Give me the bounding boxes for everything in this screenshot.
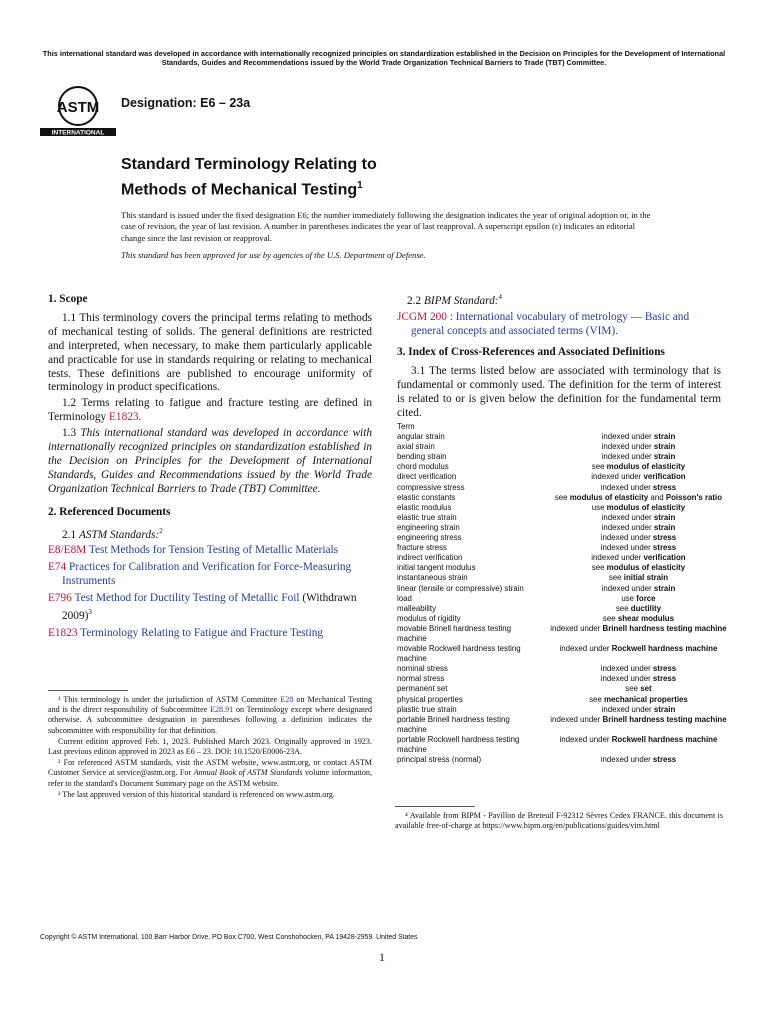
para-3-1: 3.1 The terms listed below are associated with terminology that is fundamental or commonly used. The definition for the term of interest is related to or is given below the definition for the fundamental term cited. — [397, 365, 721, 420]
para-2-2-text: BIPM Standard: — [423, 294, 499, 307]
document-title — [121, 154, 641, 200]
term-reference-prefix: indexed under — [600, 755, 653, 765]
term-name: chord modulus — [397, 462, 449, 472]
footnote-divider — [395, 806, 475, 807]
term-name: initial tangent modulus — [397, 563, 476, 573]
term-name: compressive stress — [397, 482, 465, 492]
term-row — [397, 452, 737, 462]
reference-list — [48, 544, 372, 640]
term-reference-target: shear modulus — [617, 613, 674, 623]
term-row — [397, 472, 737, 482]
term-column-header: Term — [397, 422, 415, 431]
term-reference-target: force — [636, 593, 656, 603]
footnote-1-text: ¹ This terminology is under the jurisdiction of ASTM Committee — [58, 695, 281, 704]
term-reference-prefix: indexed under — [600, 533, 653, 543]
term-row — [397, 735, 737, 755]
term-name: fracture stress — [397, 543, 447, 553]
term-name: engineering strain — [397, 522, 460, 532]
reference-item — [48, 592, 372, 624]
term-reference-prefix: see — [591, 563, 607, 573]
section-1-heading: 1. Scope — [48, 293, 88, 305]
term-reference — [540, 684, 737, 694]
term-name: bending strain — [397, 452, 447, 462]
term-reference-prefix: see — [591, 462, 607, 472]
link-e28[interactable]: E28 — [280, 695, 294, 704]
para-1-2-text: 1.2 Terms relating to fatigue and fracture testing are defined in Terminology — [48, 397, 372, 424]
reference-item — [48, 561, 372, 589]
astm-logo — [40, 84, 116, 136]
term-reference-prefix: indexed under — [601, 583, 654, 593]
title-line-1: Standard Terminology Relating to — [121, 156, 377, 173]
term-reference — [540, 432, 737, 442]
ref-code-link[interactable]: E796 — [48, 591, 72, 604]
term-reference-target: stress — [652, 755, 677, 765]
term-reference-target-2: Poisson's ratio — [665, 492, 723, 502]
term-reference-target: stress — [652, 674, 677, 684]
term-reference-target: strain — [653, 704, 676, 714]
defense-note: This standard has been approved for use by agencies of the U.S. Department of Defense. — [121, 250, 426, 260]
term-reference — [540, 573, 737, 583]
ref-title-link[interactable]: Test Method for Ductility Testing of Metallic Foil — [74, 591, 300, 604]
term-reference — [540, 533, 737, 543]
term-reference-prefix: indexed under — [600, 482, 653, 492]
term-reference — [540, 503, 737, 513]
term-reference-prefix: indexed under — [601, 432, 654, 442]
term-name: elastic modulus — [397, 502, 452, 512]
term-reference-connector: and — [648, 492, 666, 502]
term-reference-target: verification — [643, 472, 686, 482]
term-name: instantaneous strain — [397, 573, 468, 583]
term-reference — [540, 695, 737, 705]
ref-code-link[interactable]: E8/E8M — [48, 544, 87, 557]
term-reference-target: stress — [652, 543, 677, 553]
term-reference-target: modulus of elasticity — [606, 502, 686, 512]
term-reference — [540, 674, 737, 684]
term-reference — [540, 594, 737, 604]
term-reference — [540, 563, 737, 573]
term-reference-target: strain — [653, 583, 676, 593]
term-reference-prefix: see — [608, 573, 624, 583]
term-name: physical properties — [397, 694, 463, 704]
term-row — [397, 483, 737, 493]
term-reference-prefix: see — [615, 603, 631, 613]
logo-text: ASTM — [56, 99, 100, 116]
term-reference-prefix: indexed under — [559, 734, 612, 744]
term-reference-target: strain — [653, 442, 676, 452]
term-name: nominal stress — [397, 664, 448, 674]
term-reference — [540, 705, 737, 715]
term-row — [397, 674, 737, 684]
term-row — [397, 513, 737, 523]
para-1-2-end: . — [138, 411, 142, 424]
term-name: axial strain — [397, 442, 435, 452]
term-name: elastic constants — [397, 492, 456, 502]
para-2-2-sup: 4 — [498, 293, 503, 301]
term-reference-target: Rockwell hardness machine — [611, 644, 718, 654]
term-reference-prefix: indexed under — [601, 704, 654, 714]
term-row — [397, 755, 737, 765]
term-reference-prefix: see — [625, 684, 641, 694]
term-row — [397, 523, 737, 533]
term-reference-prefix: indexed under — [550, 623, 603, 633]
term-reference-target: modulus of elasticity — [569, 492, 649, 502]
term-reference-target: Brinell hardness testing machine — [602, 623, 727, 633]
footnote-1-end: on Terminology except where designated otherwise. A subcommittee designation in parentheses following a definition indicates the subcommittee with responsibility for that definition. — [48, 705, 373, 735]
term-reference — [540, 604, 737, 614]
term-row — [397, 594, 737, 604]
reference-item — [48, 544, 372, 558]
term-name: movable Rockwell hardness testing machine — [397, 644, 521, 664]
term-row — [397, 624, 737, 644]
ref-sup: 3 — [88, 607, 92, 616]
term-reference-prefix: indexed under — [601, 452, 654, 462]
term-name: angular strain — [397, 432, 445, 442]
term-row — [397, 563, 737, 573]
term-reference — [540, 755, 737, 765]
term-row — [397, 462, 737, 472]
term-name: normal stress — [397, 674, 445, 684]
para-1-1: 1.1 This terminology covers the principal terms relating to methods of mechanical testing of solids. The general definitions are restricted and interpreted, when necessary, to make them particularly applicable and practicable for use in standards requiring or relating to mechanical tests. These definitions are published to encourage uniformity of terminology in product specifications. — [48, 311, 372, 394]
term-name: indirect verification — [397, 553, 463, 563]
term-reference — [540, 624, 737, 644]
term-reference-target: modulus of elasticity — [606, 462, 686, 472]
term-name: modulus of rigidity — [397, 613, 461, 623]
term-reference — [540, 644, 737, 664]
term-reference-prefix: indexed under — [601, 512, 654, 522]
term-reference-target: Rockwell hardness machine — [611, 734, 718, 744]
term-row — [397, 644, 737, 664]
term-reference-prefix: indexed under — [601, 442, 654, 452]
ref-title-link[interactable]: Terminology Relating to Fatigue and Fracture Testing — [80, 626, 324, 639]
title-footnote-mark: 1 — [357, 180, 363, 191]
term-reference-prefix: indexed under — [591, 472, 644, 482]
footnote-1 — [48, 695, 372, 736]
term-row — [397, 503, 737, 513]
term-name: linear (tensile or compressive) strain — [397, 583, 524, 593]
term-name: direct verification — [397, 472, 457, 482]
term-reference — [540, 483, 737, 493]
jcgm-title-link[interactable]: : International vocabulary of metrology — Basic and general concepts and associated terms (VIM). — [411, 310, 690, 337]
term-reference-target: strain — [653, 432, 676, 442]
term-reference-prefix: indexed under — [600, 664, 653, 674]
term-reference-prefix: use — [591, 502, 607, 512]
footnote-1b: Current edition approved Feb. 1, 2023. Published March 2023. Originally approved in 1923. Last previous edition approved in 2023 as E6 – 23. DOI: 10.1520/E0006-23A. — [48, 736, 372, 757]
issuance-note: This standard is issued under the fixed designation E6; the number immediately following the designation indicates the year of original adoption or, in the case of revision, the year of last revision. A number in parentheses indicates the year of last reapproval. A superscript epsilon (ε) indicates an editorial change since the last revision or reapproval. — [121, 210, 651, 243]
term-row — [397, 705, 737, 715]
jcgm-reference — [397, 311, 721, 339]
right-column — [397, 291, 721, 423]
footnote-1-mid: on Mechanical Testing and is the direct responsibility of Subcommittee — [48, 695, 372, 715]
footnotes-left — [48, 690, 372, 801]
para-2-1-sup: 2 — [159, 526, 163, 535]
page-number: 1 — [379, 950, 385, 964]
term-reference-prefix: use — [621, 593, 637, 603]
term-row — [397, 442, 737, 452]
link-jcgm200[interactable]: JCGM 200 — [397, 310, 447, 323]
para-1-3-num: 1.3 — [62, 427, 81, 440]
term-reference-prefix: indexed under — [550, 714, 603, 724]
term-reference-prefix: indexed under — [601, 522, 654, 532]
term-reference — [540, 584, 737, 594]
term-row — [397, 533, 737, 543]
term-row — [397, 684, 737, 694]
para-2-1 — [48, 525, 372, 543]
term-reference-target: strain — [653, 522, 676, 532]
term-name: principal stress (normal) — [397, 755, 482, 765]
term-reference-target: modulus of elasticity — [606, 563, 686, 573]
term-reference-target: mechanical properties — [604, 694, 688, 704]
term-reference — [540, 472, 737, 482]
term-reference-prefix: indexed under — [559, 644, 612, 654]
term-name: plastic true strain — [397, 704, 457, 714]
section-3-heading: 3. Index of Cross-References and Associated Definitions — [397, 346, 665, 359]
term-name: malleability — [397, 603, 437, 613]
para-2-1-text: ASTM Standards: — [78, 528, 160, 541]
term-reference — [540, 442, 737, 452]
para-1-3 — [48, 427, 372, 497]
footnote-4: ⁴ Available from BIPM - Pavillon de Breteuil F-92312 Sèvres Cedex FRANCE. this document is available free-of-charge at https://www.bipm.org/en/publications/guides/vim.html — [395, 811, 723, 831]
designation: Designation: E6 – 23a — [121, 96, 251, 110]
term-reference-target: Brinell hardness testing machine — [602, 714, 727, 724]
term-reference-target: verification — [643, 553, 686, 563]
term-reference-target: ductility — [630, 603, 662, 613]
term-row — [397, 695, 737, 705]
ref-extra: (Withdrawn 2009) — [62, 591, 357, 622]
term-reference — [540, 523, 737, 533]
term-row — [397, 493, 737, 503]
term-name: portable Brinell hardness testing machine — [397, 714, 510, 734]
footnote-divider — [48, 690, 128, 691]
wto-notice: This international standard was developed in accordance with internationally recognized principles on standardization established in the Decision on Principles for the Development of International Standards, Guides and Recommendations issued by the World Trade Organization Technical Barriers to Trade (TBT) Committee. — [42, 49, 726, 67]
ref-code-link[interactable]: E74 — [48, 561, 67, 574]
term-reference-prefix: indexed under — [600, 543, 653, 553]
section-2-heading: 2. Referenced Documents — [48, 505, 171, 518]
link-e1823[interactable]: E1823 — [109, 411, 139, 424]
left-column — [48, 293, 372, 643]
term-reference — [540, 553, 737, 563]
term-row — [397, 573, 737, 583]
ref-title-link[interactable]: Practices for Calibration and Verification for Force-Measuring Instruments — [62, 561, 352, 588]
term-row — [397, 604, 737, 614]
terms-table — [397, 432, 737, 765]
term-name: movable Brinell hardness testing machine — [397, 623, 512, 643]
term-reference-prefix: see — [589, 694, 605, 704]
para-2-2 — [397, 291, 721, 309]
term-name: elastic true strain — [397, 512, 457, 522]
term-reference — [540, 493, 737, 503]
term-row — [397, 553, 737, 563]
term-row — [397, 664, 737, 674]
footnote-3: ³ The last approved version of this historical standard is referenced on www.astm.org. — [58, 789, 335, 799]
term-name: permanent set — [397, 684, 448, 694]
term-reference — [540, 513, 737, 523]
term-reference-target: stress — [652, 664, 677, 674]
footnote-2 — [48, 758, 372, 789]
footnotes-right — [395, 806, 723, 832]
copyright: Copyright © ASTM International, 100 Barr Harbor Drive, PO Box C700, West Conshohocken, PA 19428-2959. United States — [40, 934, 418, 941]
para-1-3-text: This international standard was developed in accordance with internationally recognized principles on standardization established in the Decision on Principles for the Development of International Standards, Guides and Recommendations issued by the World Trade Organization Technical Barriers to Trade (TBT) Committee. — [48, 427, 372, 495]
footnote-2-text: ² For referenced ASTM standards, visit the ASTM website, www.astm.org, or contact ASTM Customer Service at service@astm.org. For — [48, 758, 372, 778]
term-reference — [540, 614, 737, 624]
term-reference-prefix: indexed under — [600, 674, 653, 684]
term-reference — [540, 715, 737, 735]
term-row — [397, 614, 737, 624]
reference-item — [48, 627, 372, 641]
term-reference — [540, 543, 737, 553]
para-1-2 — [48, 397, 372, 425]
logo-subtext: INTERNATIONAL — [51, 129, 105, 136]
term-reference-target: strain — [653, 452, 676, 462]
term-reference-prefix: see — [602, 613, 618, 623]
title-line-2: Methods of Mechanical Testing — [121, 181, 358, 199]
ref-code-link[interactable]: E1823 — [48, 626, 78, 639]
para-2-1-num: 2.1 — [62, 528, 79, 541]
footnote-2-end: volume information, refer to the standard's Document Summary page on the ASTM website. — [48, 768, 372, 788]
term-row — [397, 584, 737, 594]
term-reference — [540, 664, 737, 674]
para-2-2-num: 2.2 — [407, 294, 424, 307]
term-name: engineering stress — [397, 533, 462, 543]
ref-title-link[interactable]: Test Methods for Tension Testing of Metallic Materials — [88, 544, 339, 557]
term-reference-target: set — [640, 684, 652, 694]
term-reference-target: initial strain — [623, 573, 669, 583]
term-reference-target: stress — [652, 533, 677, 543]
term-reference — [540, 452, 737, 462]
term-reference-target: strain — [653, 512, 676, 522]
term-reference-prefix: see — [554, 492, 570, 502]
term-row — [397, 543, 737, 553]
term-reference-prefix: indexed under — [591, 553, 644, 563]
term-reference-target: stress — [652, 482, 677, 492]
link-e28-91[interactable]: E28.91 — [210, 705, 234, 715]
terms-table-container — [397, 422, 737, 765]
term-name: load — [397, 593, 412, 603]
term-reference — [540, 735, 737, 755]
term-reference — [540, 462, 737, 472]
footnote-2-italic: Annual Book of ASTM Standards — [193, 768, 303, 778]
term-name: portable Rockwell hardness testing machine — [397, 734, 520, 754]
term-row — [397, 432, 737, 442]
term-row — [397, 715, 737, 735]
